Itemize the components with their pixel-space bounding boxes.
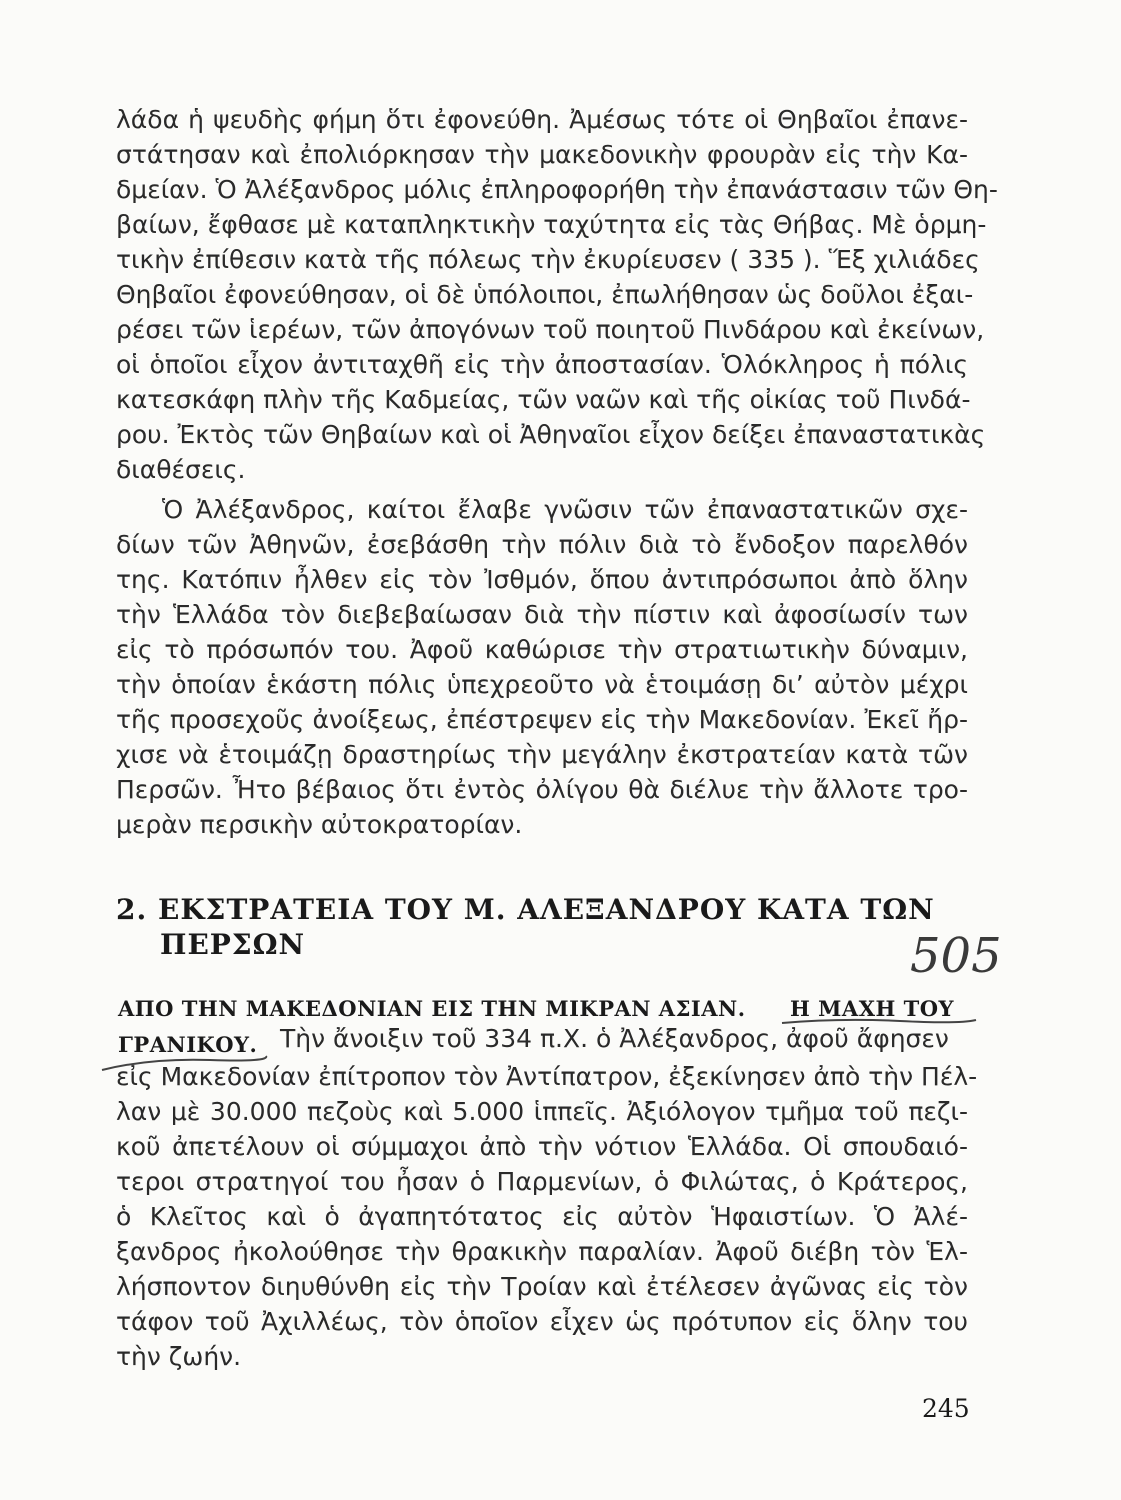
annotation-text: 505 [910,928,1002,984]
text-line: Θηβαῖοι ἐφονεύθησαν, οἱ δὲ ὑπόλοιποι, ἐπωλήθησαν ὡς δοῦλοι ἐξαι- [116,280,974,309]
text-line: διαθέσεις. [116,455,246,484]
text-line: τάφον τοῦ Ἀχιλλέως, τὸν ὁποῖον εἶχεν ὡς πρότυπον εἰς ὅλην του [116,1307,968,1336]
text-line: κατεσκάφη πλὴν τῆς Καδμείας, τῶν ναῶν καὶ τῆς οἰκίας τοῦ Πινδά- [116,385,971,414]
text-line: δίων τῶν Ἀθηνῶν, ἐσεβάσθη τὴν πόλιν διὰ τὸ ἔνδοξον παρελθόν [116,530,968,559]
text-line: εἰς Μακεδονίαν ἐπίτροπον τὸν Ἀντίπατρον, ἐξεκίνησεν ἀπὸ τὴν Πέλ- [116,1062,978,1091]
text-line: ὁ Κλεῖτος καὶ ὁ ἀγαπητότατος εἰς αὐτὸν Ἡφαιστίων. Ὁ Ἀλέ- [116,1202,968,1231]
text-line: λαν μὲ 30.000 πεζοὺς καὶ 5.000 ἱππεῖς. Ἀξιόλογον τμῆμα τοῦ πεζι- [116,1097,968,1126]
text-line: τὴν ὁποίαν ἑκάστη πόλις ὑπεχρεοῦτο νὰ ἑτοιμάσῃ δι’ αὐτὸν μέχρι [116,670,968,699]
text-line: λάδα ἡ ψευδὴς φήμη ὅτι ἐφονεύθη. Ἀμέσως τότε οἱ Θηβαῖοι ἐπανε- [116,105,968,134]
text-line: δμείαν. Ὁ Ἀλέξανδρος μόλις ἐπληροφορήθη τὴν ἐπανάστασιν τῶν Θη- [116,175,998,204]
text-line: τικὴν ἐπίθεσιν κατὰ τῆς πόλεως τὴν ἐκυρίευσεν ( 335 ). Ἕξ χιλιάδες [116,245,980,274]
text-line: τῆς προσεχοῦς ἀνοίξεως, ἐπέστρεψεν εἰς τὴν Μακεδονίαν. Ἐκεῖ ἤρ- [116,705,968,734]
handwritten-underline [780,1014,980,1028]
text-line: ρου. Ἐκτὸς τῶν Θηβαίων καὶ οἱ Ἀθηναῖοι εἶχον δείξει ἐπαναστατικὰς [116,420,986,449]
subsection-title-underlined: Η ΜΑΧΗ ΤΟΥ [790,996,955,1021]
text-line: Περσῶν. Ἦτο βέβαιος ὅτι ἐντὸς ὀλίγου θὰ διέλυε τὴν ἄλλοτε τρο- [116,775,968,804]
text-line: ξανδρος ἠκολούθησε τὴν θρακικὴν παραλίαν. Ἀφοῦ διέβη τὸν Ἑλ- [116,1237,968,1266]
text-line: τεροι στρατηγοί του ἦσαν ὁ Παρμενίων, ὁ Φιλώτας, ὁ Κράτερος, [116,1167,968,1196]
subsection-title-cont: ΓΡΑΝΙΚΟΥ. [118,1032,258,1057]
text-line: τὴν Ἑλλάδα τὸν διεβεβαίωσαν διὰ τὴν πίστιν καὶ ἀφοσίωσίν των [116,600,968,629]
text-line: της. Κατόπιν ἦλθεν εἰς τὸν Ἰσθμόν, ὅπου ἀντιπρόσωποι ἀπὸ ὅλην [116,565,968,594]
text-line: μερὰν περσικὴν αὐτοκρατορίαν. [116,810,523,839]
handwritten-annotation [910,920,1020,990]
text-line: Τὴν ἄνοιξιν τοῦ 334 π.Χ. ὁ Ἀλέξανδρος, ἀφοῦ ἄφησεν [280,1024,949,1053]
page-number: 245 [922,1394,970,1423]
text-line: Ὁ Ἀλέξανδρος, καίτοι ἔλαβε γνῶσιν τῶν ἐπαναστατικῶν σχε- [162,495,968,524]
text-line: τὴν ζωήν. [116,1342,242,1371]
section-heading: 2. ΕΚΣΤΡΑΤΕΙΑ ΤΟΥ Μ. ΑΛΕΞΑΝΔΡΟΥ ΚΑΤΑ ΤΩΝ [116,893,935,926]
text-line: ρέσει τῶν ἱερέων, τῶν ἀπογόνων τοῦ ποιητοῦ Πινδάρου καὶ ἐκείνων, [116,315,985,344]
text-line: οἱ ὁποῖοι εἶχον ἀντιταχθῆ εἰς τὴν ἀποστασίαν. Ὁλόκληρος ἡ πόλις [116,350,968,379]
text-line: εἰς τὸ πρόσωπόν του. Ἀφοῦ καθώρισε τὴν στρατιωτικὴν δύναμιν, [116,635,968,664]
text-line: κοῦ ἀπετέλουν οἱ σύμμαχοι ἀπὸ τὴν νότιον Ἑλλάδα. Οἱ σπουδαιό- [116,1132,968,1161]
text-line: χισε νὰ ἑτοιμάζῃ δραστηρίως τὴν μεγάλην ἐκστρατείαν κατὰ τῶν [116,740,968,769]
text-line: βαίων, ἔφθασε μὲ καταπληκτικὴν ταχύτητα εἰς τὰς Θήβας. Μὲ ὁρμη- [116,210,987,239]
subsection-title: ΑΠΟ ΤΗΝ ΜΑΚΕΔΟΝΙΑΝ ΕΙΣ ΤΗΝ ΜΙΚΡΑΝ ΑΣΙΑΝ. [118,996,746,1021]
section-heading-cont: ΠΕΡΣΩΝ [160,928,306,961]
text-line: λήσποντον διηυθύνθη εἰς τὴν Τροίαν καὶ ἐτέλεσεν ἀγῶνας εἰς τὸν [116,1272,968,1301]
text-line: στάτησαν καὶ ἐπολιόρκησαν τὴν μακεδονικὴν φρουρὰν εἰς τὴν Κα- [116,140,968,169]
